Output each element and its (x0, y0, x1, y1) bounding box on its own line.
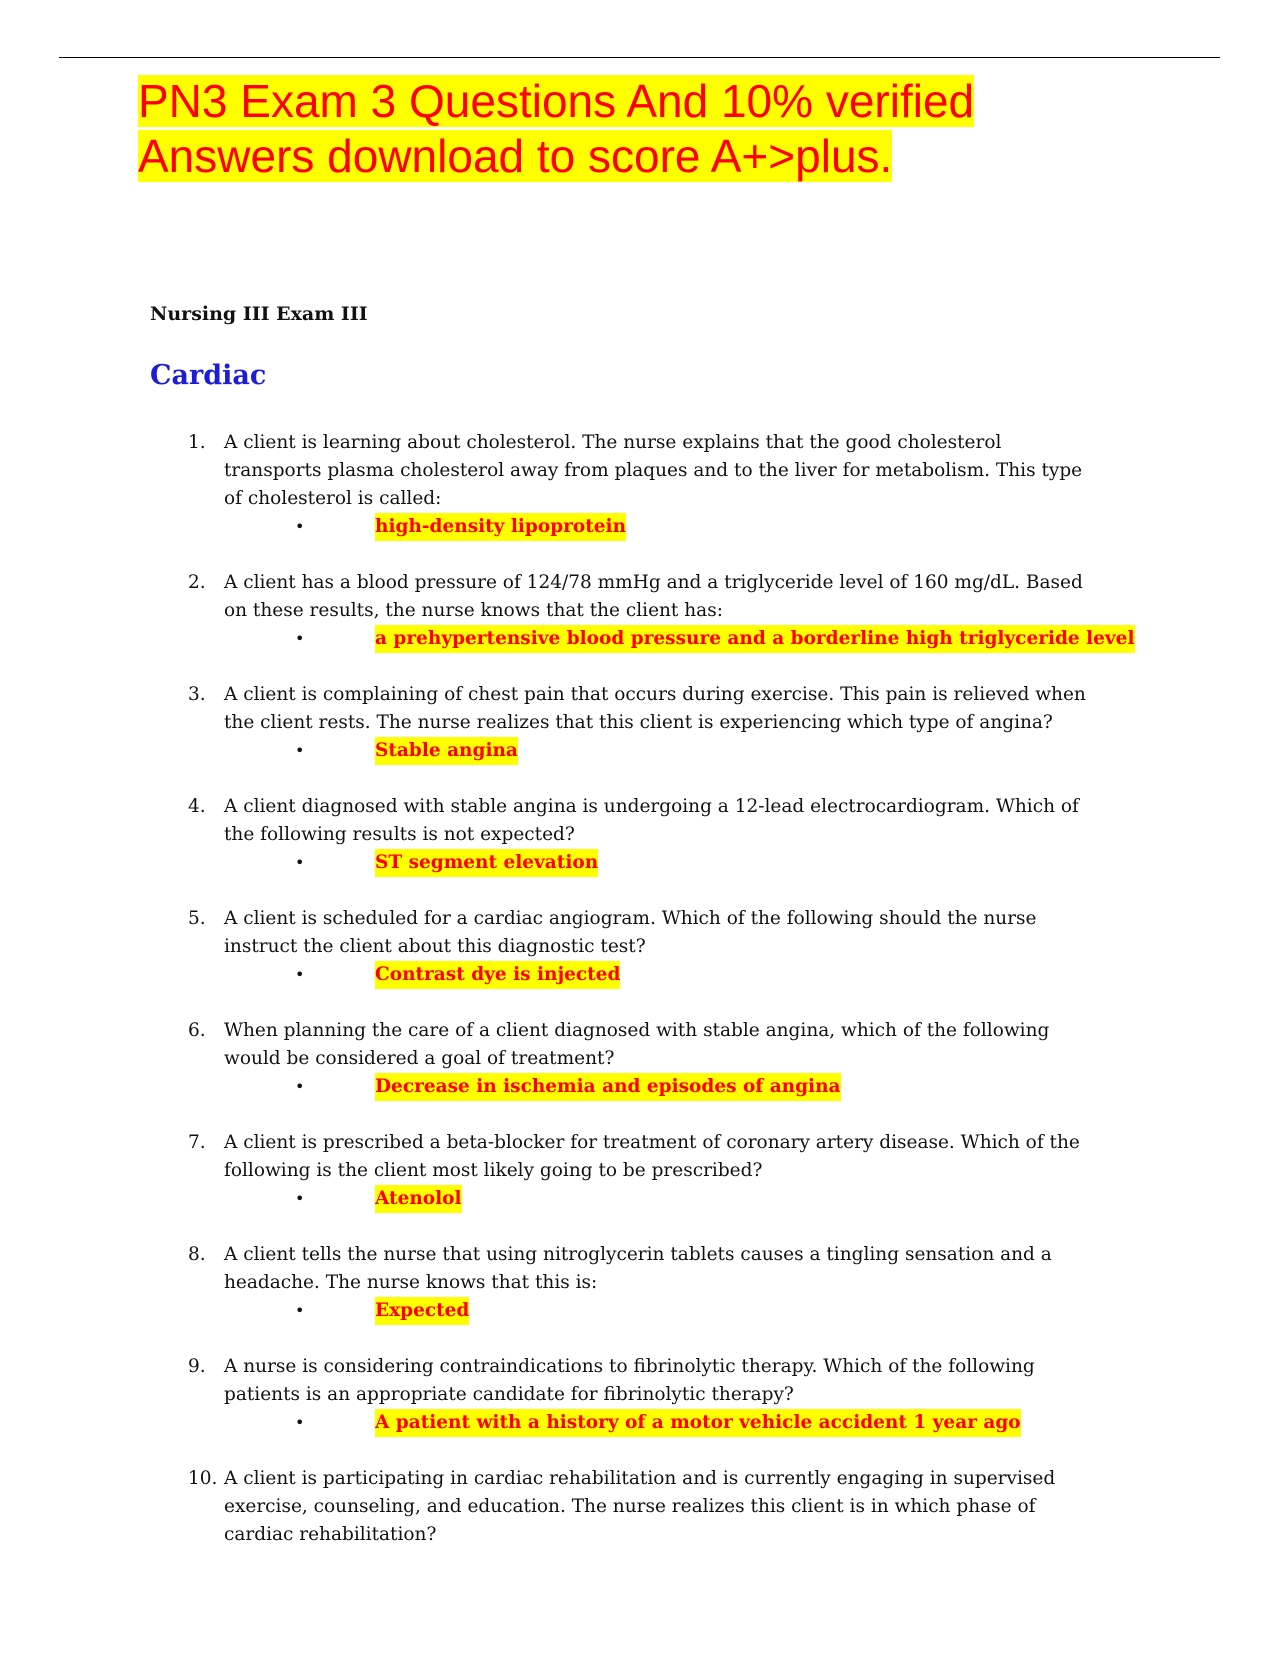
question-item (188, 569, 1135, 653)
bullet-icon: • (295, 965, 305, 984)
bullet-icon: • (295, 517, 305, 536)
question-text: A client diagnosed with stable angina is undergoing a 12-lead electrocardiogram. Which of the following results is not expected? (224, 796, 1079, 845)
answer-row (188, 737, 1088, 765)
answer-text: Contrast dye is injected (375, 961, 620, 989)
answer-row (188, 513, 1088, 541)
question-text: A client has a blood pressure of 124/78 mmHg and a triglyceride level of 160 mg/dL. Based on these results, the nurse knows that the client has: (224, 572, 1083, 621)
question-text: A client tells the nurse that using nitroglycerin tablets causes a tingling sensation and a headache. The nurse knows that this is: (224, 1244, 1052, 1293)
question-item (188, 681, 1088, 765)
bullet-icon: • (295, 1189, 305, 1208)
answer-row (188, 1297, 1088, 1325)
question-number: 6. (188, 1020, 206, 1041)
question-item (188, 1241, 1088, 1325)
question-item (188, 1353, 1088, 1437)
answer-row (188, 849, 1088, 877)
question-item (188, 429, 1088, 541)
answer-row (188, 1409, 1088, 1437)
question-item (188, 1017, 1088, 1101)
answer-row (188, 1073, 1088, 1101)
answer-text: high-density lipoprotein (375, 513, 626, 541)
question-text: A client is participating in cardiac rehabilitation and is currently engaging in supervised exercise, counseling, and education. The nurse realizes this client is in which phase of cardiac rehabilitation? (224, 1468, 1056, 1545)
question-number: 5. (188, 908, 206, 929)
question-text: When planning the care of a client diagnosed with stable angina, which of the following would be considered a goal of treatment? (224, 1020, 1050, 1069)
question-number: 2. (188, 572, 206, 593)
question-number: 3. (188, 684, 206, 705)
question-text: A client is prescribed a beta-blocker for treatment of coronary artery disease. Which of the following is the client most likely going to be prescribed? (224, 1132, 1080, 1181)
document-title-line-1: PN3 Exam 3 Questions And 10% verified (138, 75, 975, 127)
question-item (188, 905, 1088, 989)
bullet-icon: • (295, 629, 305, 648)
question-text: A client is learning about cholesterol. The nurse explains that the good cholesterol transports plasma cholesterol away from plaques and to the liver for metabolism. This type of cholesterol is called: (224, 432, 1083, 509)
bullet-icon: • (295, 853, 305, 872)
answer-text: a prehypertensive blood pressure and a borderline high triglyceride level (375, 625, 1135, 653)
answer-text: Expected (375, 1297, 469, 1325)
question-number: 7. (188, 1132, 206, 1153)
answer-text: Decrease in ischemia and episodes of angina (375, 1073, 841, 1101)
question-item (188, 793, 1088, 877)
answer-text: Stable angina (375, 737, 518, 765)
question-number: 8. (188, 1244, 206, 1265)
bullet-icon: • (295, 1413, 305, 1432)
bullet-icon: • (295, 1301, 305, 1320)
question-text: A client is scheduled for a cardiac angiogram. Which of the following should the nurse instruct the client about this diagnostic test? (224, 908, 1037, 957)
question-number: 9. (188, 1356, 206, 1377)
question-number: 1. (188, 432, 206, 453)
answer-text: Atenolol (375, 1185, 462, 1213)
bullet-icon: • (295, 1077, 305, 1096)
question-item (188, 1465, 1088, 1549)
answer-row (188, 1185, 1088, 1213)
subtitle: Nursing III Exam III (150, 303, 368, 325)
answer-row (188, 961, 1088, 989)
top-rule (59, 57, 1220, 58)
question-number: 4. (188, 796, 206, 817)
question-text: A nurse is considering contraindications to fibrinolytic therapy. Which of the following patients is an appropriate candidate for fibrinolytic therapy? (224, 1356, 1035, 1405)
document-title-line-2: Answers download to score A+>plus. (138, 130, 893, 182)
question-text: A client is complaining of chest pain that occurs during exercise. This pain is relieved when the client rests. The nurse realizes that this client is experiencing which type of angina? (224, 684, 1086, 733)
answer-text: ST segment elevation (375, 849, 598, 877)
section-heading: Cardiac (150, 360, 267, 391)
bullet-icon: • (295, 741, 305, 760)
document-title (138, 74, 1138, 184)
answer-row (188, 625, 1135, 653)
question-number: 10. (188, 1468, 218, 1489)
question-item (188, 1129, 1088, 1213)
answer-text: A patient with a history of a motor vehicle accident 1 year ago (375, 1409, 1021, 1437)
